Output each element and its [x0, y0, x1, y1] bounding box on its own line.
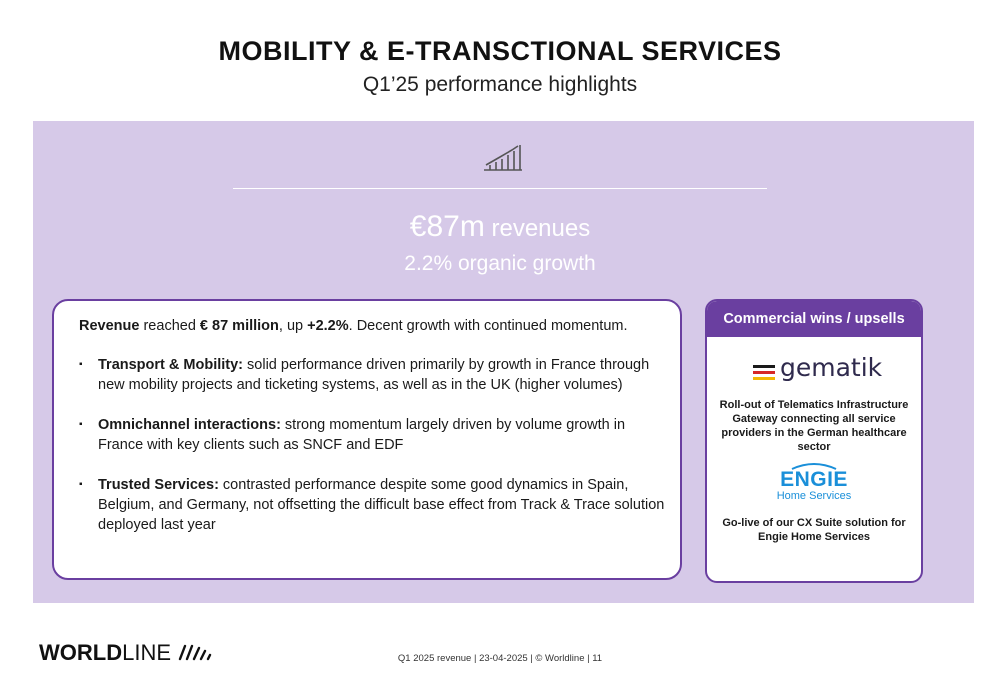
- worldline-logo: WORLDLINE: [39, 640, 213, 666]
- footer-text: Q1 2025 revenue | 23-04-2025 | © Worldline | 11: [397, 653, 603, 664]
- revenue-intro: Revenue reached € 87 million, up +2.2%. Decent growth with continued momentum.: [79, 318, 628, 334]
- highlights-list: [79, 355, 674, 555]
- list-item: ▪ Transport & Mobility: solid performance driven primarily by growth in France through new mobility projects and ticketing systems, as well as in the UK (higher volumes): [79, 357, 650, 393]
- gematik-logo: [753, 353, 883, 383]
- bullet-icon: ▪: [79, 359, 83, 370]
- bullet-icon: ▪: [79, 479, 83, 490]
- gematik-caption: Roll-out of Telematics Infrastructure Gateway connecting all service providers in the German healthcare sector: [719, 399, 909, 453]
- engie-logo-subtext: Home Services: [776, 490, 852, 502]
- bullet-icon: ▪: [79, 419, 83, 430]
- gematik-logo-text: gematik: [780, 353, 883, 382]
- engie-caption: Go-live of our CX Suite solution for Engie Home Services: [722, 517, 906, 543]
- revenue-summary-card: [52, 299, 682, 580]
- engie-logo: [707, 461, 921, 502]
- commercial-wins-header: Commercial wins / upsells: [707, 301, 921, 337]
- list-item: ▪ Trusted Services: contrasted performance despite some good dynamics in Spain, Belgium, and Germany, not offsetting the difficult base effect from Track & Trace solution deployed last year: [79, 477, 665, 533]
- divider-line: [233, 188, 767, 189]
- commercial-wins-card: [705, 299, 923, 583]
- revenue-kpi: [0, 210, 1000, 244]
- revenue-value: €87m: [409, 210, 485, 243]
- list-item: ▪ Omnichannel interactions: strong momentum largely driven by volume growth in France with key clients such as SNCF and EDF: [79, 417, 626, 453]
- engie-logo-text: ENGIE: [780, 468, 848, 491]
- organic-growth-kpi: 2.2% organic growth: [404, 252, 596, 275]
- revenue-label: revenues: [484, 215, 591, 242]
- page-subtitle: Q1’25 performance highlights: [362, 73, 638, 96]
- german-flag-icon: [753, 365, 775, 383]
- bar-chart-growth-icon: [482, 141, 524, 173]
- page-title: MOBILITY & E-TRANSCTIONAL SERVICES: [218, 36, 782, 66]
